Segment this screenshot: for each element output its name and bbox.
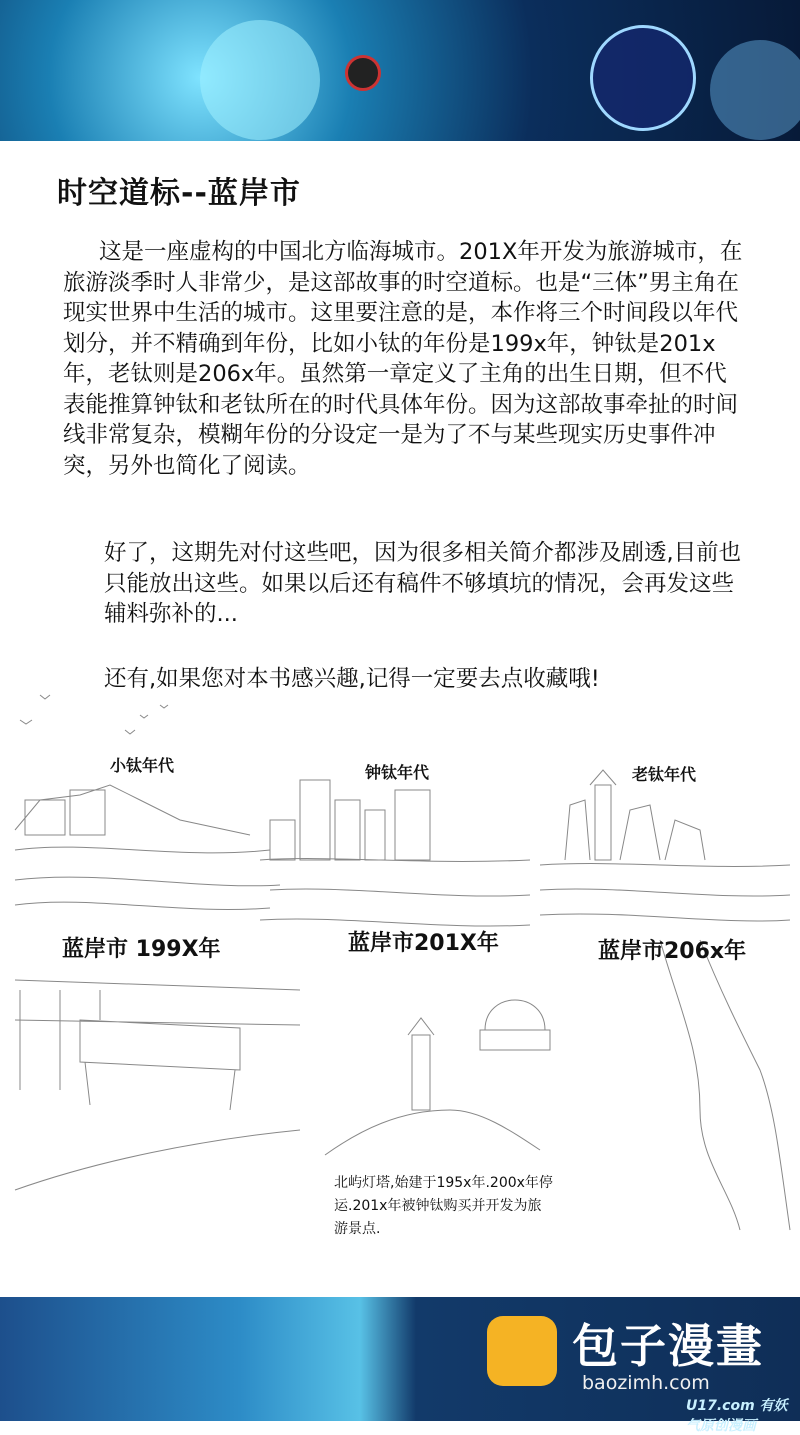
era-label-xiaotai: 小钛年代 xyxy=(110,756,175,775)
caption-206x: 蓝岸市206x年 xyxy=(598,939,747,964)
favorite-reminder: 还有,如果您对本书感兴趣,记得一定要去点收藏哦! xyxy=(104,666,600,692)
sketch-199x xyxy=(15,785,280,910)
lighthouse-sketch xyxy=(325,1018,540,1155)
river-map-sketch xyxy=(660,940,790,1230)
era-label-laotai: 老钛年代 xyxy=(632,765,697,784)
observatory-sketch xyxy=(480,1000,550,1050)
u17-watermark: U17.com 有妖气原创漫画 xyxy=(686,1398,788,1434)
lighthouse-note: 北屿灯塔,始建于195x年.200x年停运.201x年被钟钛购买并开发为旅游景点. xyxy=(334,1175,553,1237)
closing-paragraph: 好了，这期先对付这些吧，因为很多相关简介都涉及剧透,目前也只能放出这些。如果以后还有稿件不够填坑的情况，会再发这些辅料弥补的... xyxy=(104,540,742,627)
sketch-206x xyxy=(540,770,790,921)
watermark-url: baozimh.com xyxy=(582,1372,710,1394)
sketch-201x xyxy=(260,780,530,926)
era-label-zhongtai: 钟钛年代 xyxy=(365,763,430,782)
intro-paragraph: 这是一座虚构的中国北方临海城市。201X年开发为旅游城市，在旅游淡季时人非常少，是这部故事的时空道标。也是“三体”男主角在现实世界中生活的城市。这里要注意的是，本作将三个时间段以年代划分，并不精确到年份，比如小钛的年份是199x年，钟钛是201x年，老钛则是206x年。虽然第一章定义了主角的出生日期，但不代表能推算钟钛和老钛所在的时代具体年份。因为这部故事牵扯的时间线非常复杂，模糊年份的分设定一是为了不与某些现实历史事件冲突，另外也简化了阅读。 xyxy=(63,239,743,479)
bench-sketch xyxy=(15,980,300,1190)
caption-201x: 蓝岸市201X年 xyxy=(348,931,499,956)
page-title: 时空道标--蓝岸市 xyxy=(57,176,301,211)
baozi-logo-icon xyxy=(487,1316,557,1386)
caption-199x: 蓝岸市 199X年 xyxy=(62,937,221,962)
watermark-name: 包子漫畫 xyxy=(572,1319,764,1373)
top-banner-illustration xyxy=(0,0,800,141)
